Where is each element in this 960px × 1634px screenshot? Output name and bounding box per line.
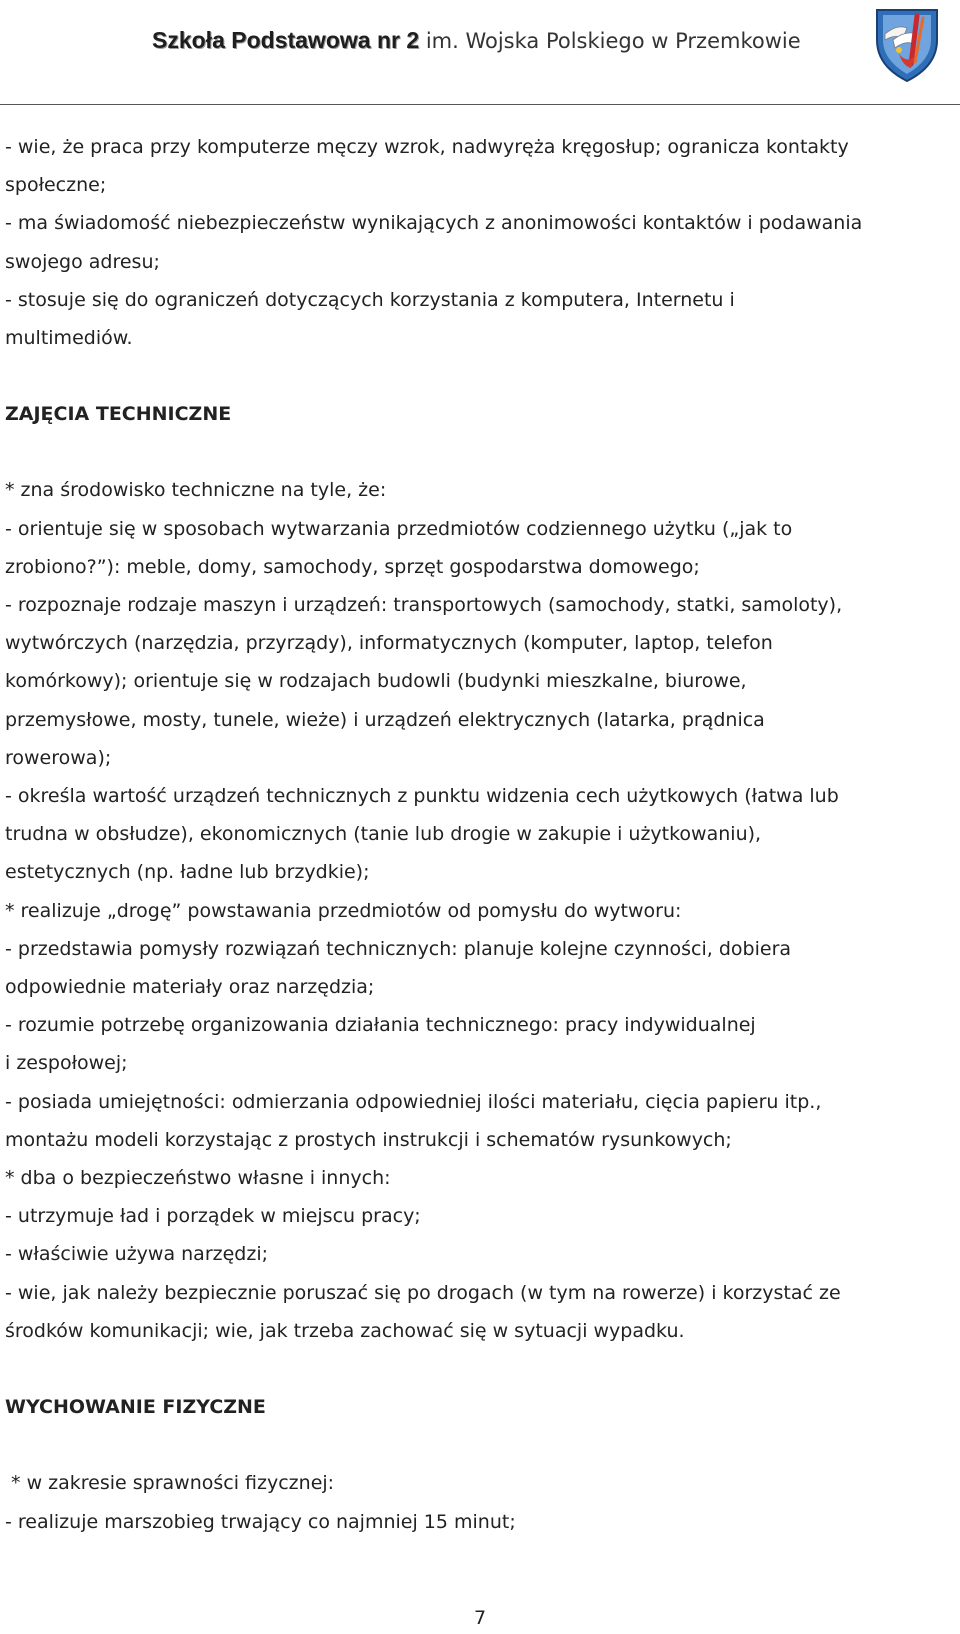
text-line: społeczne; xyxy=(5,174,107,197)
section-heading-technical: ZAJĘCIA TECHNICZNE xyxy=(5,403,232,426)
text-line: - orientuje się w sposobach wytwarzania przedmiotów codziennego użytku („jak to xyxy=(5,517,793,540)
text-line: rowerowa); xyxy=(5,746,112,769)
header-divider xyxy=(0,104,960,105)
text-line: środków komunikacji; wie, jak trzeba zachować się w sytuacji wypadku. xyxy=(5,1319,685,1342)
header-title xyxy=(152,22,801,59)
text-line: przemysłowe, mosty, tunele, wieże) i urządzeń elektrycznych (latarka, prądnica xyxy=(5,708,765,731)
text-line: - wie, jak należy bezpiecznie poruszać się po drogach (w tym na rowerze) i korzystać ze xyxy=(5,1281,841,1304)
text-line: multimediów. xyxy=(5,327,133,350)
text-line: - rozpoznaje rodzaje maszyn i urządzeń: transportowych (samochody, statki, samoloty), xyxy=(5,594,843,617)
text-line: swojego adresu; xyxy=(5,250,160,273)
document-body xyxy=(5,128,955,1541)
text-line: - stosuje się do ograniczeń dotyczących korzystania z komputera, Internetu i xyxy=(5,288,735,311)
text-line: zrobiono?”): meble, domy, samochody, sprzęt gospodarstwa domowego; xyxy=(5,555,700,578)
text-line: odpowiednie materiały oraz narzędzia; xyxy=(5,976,375,999)
school-crest-icon xyxy=(871,4,943,84)
school-name: Szkoła Podstawowa nr 2 xyxy=(152,27,420,53)
text-line: komórkowy); orientuje się w rodzajach budowli (budynki mieszkalne, biurowe, xyxy=(5,670,747,693)
text-line: - ma świadomość niebezpieczeństw wynikających z anonimowości kontaktów i podawania xyxy=(5,212,863,235)
text-line: - wie, że praca przy komputerze męczy wzrok, nadwyręża kręgosłup; ogranicza kontakty xyxy=(5,136,849,158)
page-number: 7 xyxy=(473,1607,487,1629)
technical-list xyxy=(5,471,955,1350)
text-line: i zespołowej; xyxy=(5,1052,128,1075)
text-line: trudna w obsłudze), ekonomicznych (tanie lub drogie w zakupie i użytkowaniu), xyxy=(5,823,762,846)
school-patron: im. Wojska Polskiego w Przemkowie xyxy=(425,29,801,53)
text-line: montażu modeli korzystając z prostych instrukcji i schematów rysunkowych; xyxy=(5,1128,732,1151)
pe-list xyxy=(5,1464,955,1540)
text-line: - posiada umiejętności: odmierzania odpowiedniej ilości materiału, cięcia papieru itp., xyxy=(5,1090,822,1113)
text-line: - przedstawia pomysły rozwiązań technicznych: planuje kolejne czynności, dobiera xyxy=(5,937,792,960)
page-header xyxy=(0,0,960,106)
text-line: wytwórczych (narzędzia, przyrządy), informatycznych (komputer, laptop, telefon xyxy=(5,632,773,655)
text-line: - właściwie używa narzędzi; xyxy=(5,1243,269,1266)
text-line: - rozumie potrzebę organizowania działania technicznego: pracy indywidualnej xyxy=(5,1014,756,1037)
text-line: * w zakresie sprawności fizycznej: xyxy=(5,1472,335,1495)
section-heading-pe: WYCHOWANIE FIZYCZNE xyxy=(5,1396,266,1419)
text-line: * dba o bezpieczeństwo własne i innych: xyxy=(5,1167,391,1190)
text-line: - realizuje marszobieg trwający co najmniej 15 minut; xyxy=(5,1510,516,1533)
text-line: * zna środowisko techniczne na tyle, że: xyxy=(5,479,387,502)
text-line: estetycznych (np. ładne lub brzydkie); xyxy=(5,861,370,884)
text-line: - określa wartość urządzeń technicznych z punktu widzenia cech użytkowych (łatwa lub xyxy=(5,785,839,808)
text-line: * realizuje „drogę” powstawania przedmiotów od pomysłu do wytworu: xyxy=(5,899,682,922)
intro-list xyxy=(5,128,955,357)
text-line: - utrzymuje ład i porządek w miejscu pracy; xyxy=(5,1205,421,1228)
